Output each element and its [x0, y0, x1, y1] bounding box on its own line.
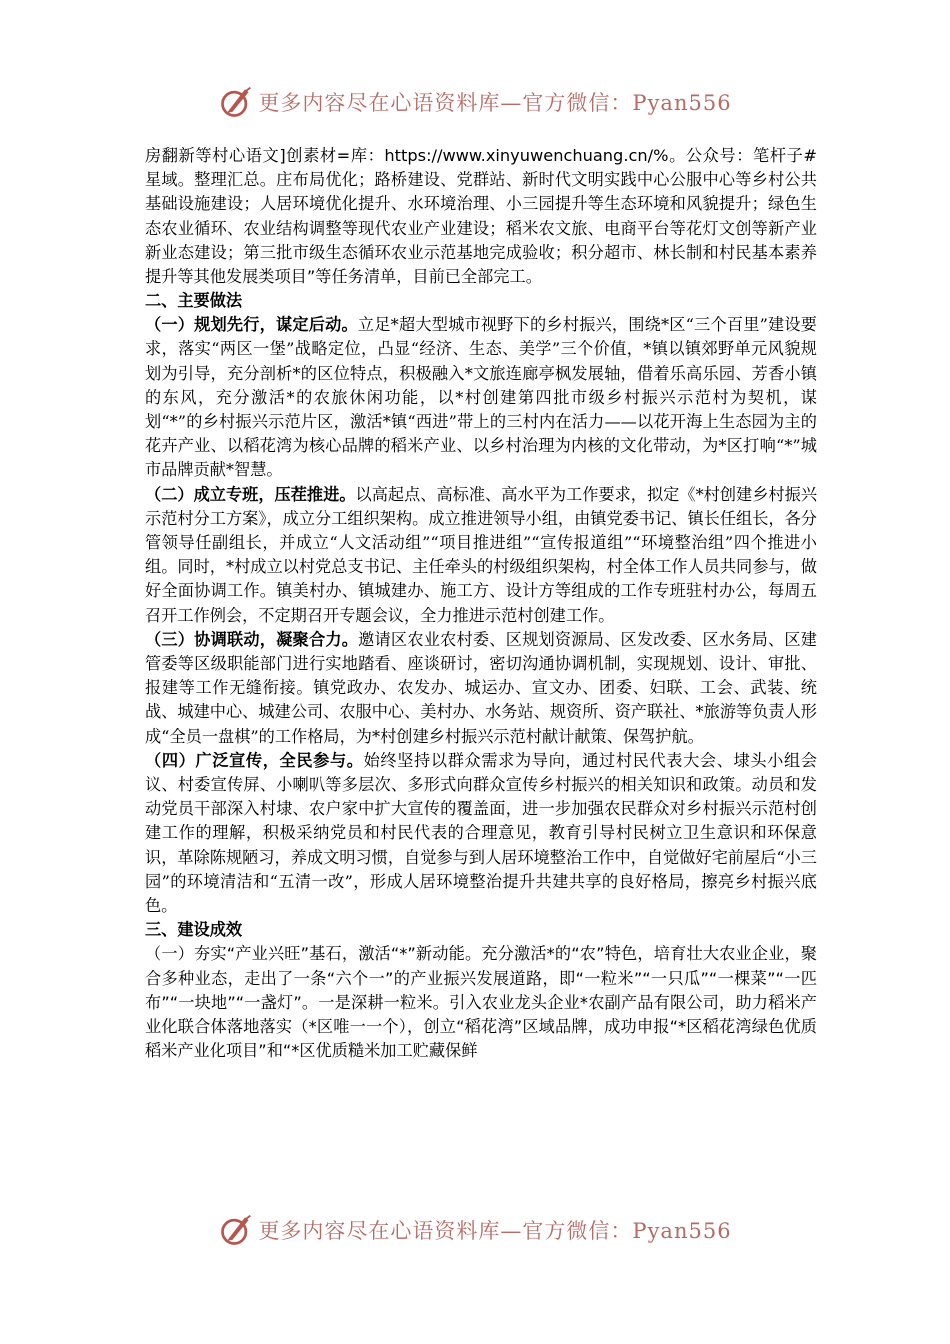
intro-paragraph: 房翻新等村心语文]创素材=库：https://www.xinyuwenchuang.cn/%。公众号：笔杆子#星域。整理汇总。庄布局优化；路桥建设、党群站、新时代文明实践中心公服中心等乡村公共基础设施建设；人居环境优化提升、水环境治理、小三园提升等生态环境和风貌提升；绿色生态农业循环、农业结构调整等现代农业产业建设；稻米农文旅、电商平台等花灯文创等新产业新业态建设；第三批市级生态循环农业示范基地完成验收；积分超市、林长制和村民基本素养提升等其他发展类项目”等任务清单，目前已全部完工。 [145, 146, 817, 287]
section2-item-2 [145, 483, 817, 628]
item-1-lead: （一）规划先行，谋定后动。 [145, 315, 358, 335]
section2-item-1 [145, 313, 817, 482]
section3-item-1 [145, 942, 817, 1063]
section3-item-1-lead: （一）夯实“产业兴旺”基石，激活“*”新动能。 [145, 944, 482, 964]
item-2-lead: （二）成立专班，压茬推进。 [145, 484, 356, 504]
section2-item-4 [145, 749, 817, 918]
section2-heading: 二、主要做法 [145, 291, 243, 311]
quill-pen-logo-icon [218, 84, 254, 120]
item-1-body: 立足*超大型城市视野下的乡村振兴，围绕*区“三个百里”建设要求，落实“两区一堡”战略定位，凸显“经济、生态、美学”三个价值，*镇以镇郊野单元风貌规划为引导，充分剖析*的区位特点，积极融入*文旅连廊亭枫发展轴，借着乐高乐园、芳香小镇的东风，充分激活*的农旅休闲功能，以*村创建第四批市级乡村振兴示范村为契机，谋划“*”的乡村振兴示范片区，激活*镇“西进”带上的三村内在活力——以花开海上生态园为主的花卉产业、以稻花湾为核心品牌的稻米产业、以乡村治理为内核的文化带动，为*区打响“*”城市品牌贡献*智慧。 [145, 315, 817, 480]
section3-item-1-body: 充分激活*的“农”特色，培育壮大农业企业，聚合多种业态，走出了一条“六个一”的产业振兴发展道路，即“一粒米”“一只瓜”“一棵菜”“一匹布”“一块地”“一盏灯”。一是深耕一粒米。引入农业龙头企业*农副产品有限公司，助力稻米产业化联合体落地落实（*区唯一一个），创立“稻花湾”区域品牌，成功申报“*区稻花湾绿色优质稻米产业化项目”和“*区优质糙米加工贮藏保鲜 [145, 944, 817, 1061]
item-3-body: 邀请区农业农村委、区规划资源局、区发改委、区水务局、区建管委等区级职能部门进行实地踏看、座谈研讨，密切沟通协调机制，实现规划、设计、审批、报建等工作无缝衔接。镇党政办、农发办、城运办、宣文办、团委、妇联、工会、武装、统战、城建中心、城建公司、农服中心、美村办、水务站、规资所、资产联社、*旅游等负责人形成“全员一盘棋”的工作格局，为*村创建乡村振兴示范村献计献策、保驾护航。 [145, 629, 817, 746]
footer-banner-text: 更多内容尽在心语资料库—官方微信：Pyan556 [258, 1219, 732, 1243]
section3-heading: 三、建设成效 [145, 920, 243, 940]
header-banner-text: 更多内容尽在心语资料库—官方微信：Pyan556 [258, 91, 732, 115]
item-4-body: 始终坚持以群众需求为导向，通过村民代表大会、埭头小组会议、村委宣传屏、小喇叭等多层次、多形式向群众宣传乡村振兴的相关知识和政策。动员和发动党员干部深入村埭、农户家中扩大宣传的覆盖面，进一步加强农民群众对乡村振兴示范村创建工作的理解，积极采纳党员和村民代表的合理意见，教育引导村民树立卫生意识和环保意识，革除陈规陋习，养成文明习惯，自觉参与到人居环境整治工作中，自觉做好宅前屋后“小三园”的环境清洁和“五清一改”，形成人居环境整治提升共建共享的良好格局，擦亮乡村振兴底色。 [145, 750, 818, 916]
quill-pen-logo-icon [218, 1212, 254, 1248]
document-body [145, 144, 817, 1063]
section2-item-3 [145, 628, 817, 749]
item-4-lead: （四）广泛宣传，全民参与。 [145, 750, 364, 770]
item-2-body: 以高起点、高标准、高水平为工作要求，拟定《*村创建乡村振兴示范村分工方案》，成立分工组织架构。成立推进领导小组，由镇党委书记、镇长任组长，各分管领导任副组长，并成立“人文活动组”“项目推进组”“宣传报道组”“环境整治组”四个推进小组。同时，*村成立以村党总支书记、主任牵头的村级组织架构，村全体工作人员共同参与，做好全面协调工作。镇美村办、镇城建办、施工方、设计方等组成的工作专班驻村办公，每周五召开工作例会，不定期召开专题会议，全力推进示范村创建工作。 [145, 484, 818, 625]
footer-banner [0, 1210, 950, 1250]
item-3-lead: （三）协调联动，凝聚合力。 [145, 629, 359, 649]
header-banner [0, 82, 950, 122]
